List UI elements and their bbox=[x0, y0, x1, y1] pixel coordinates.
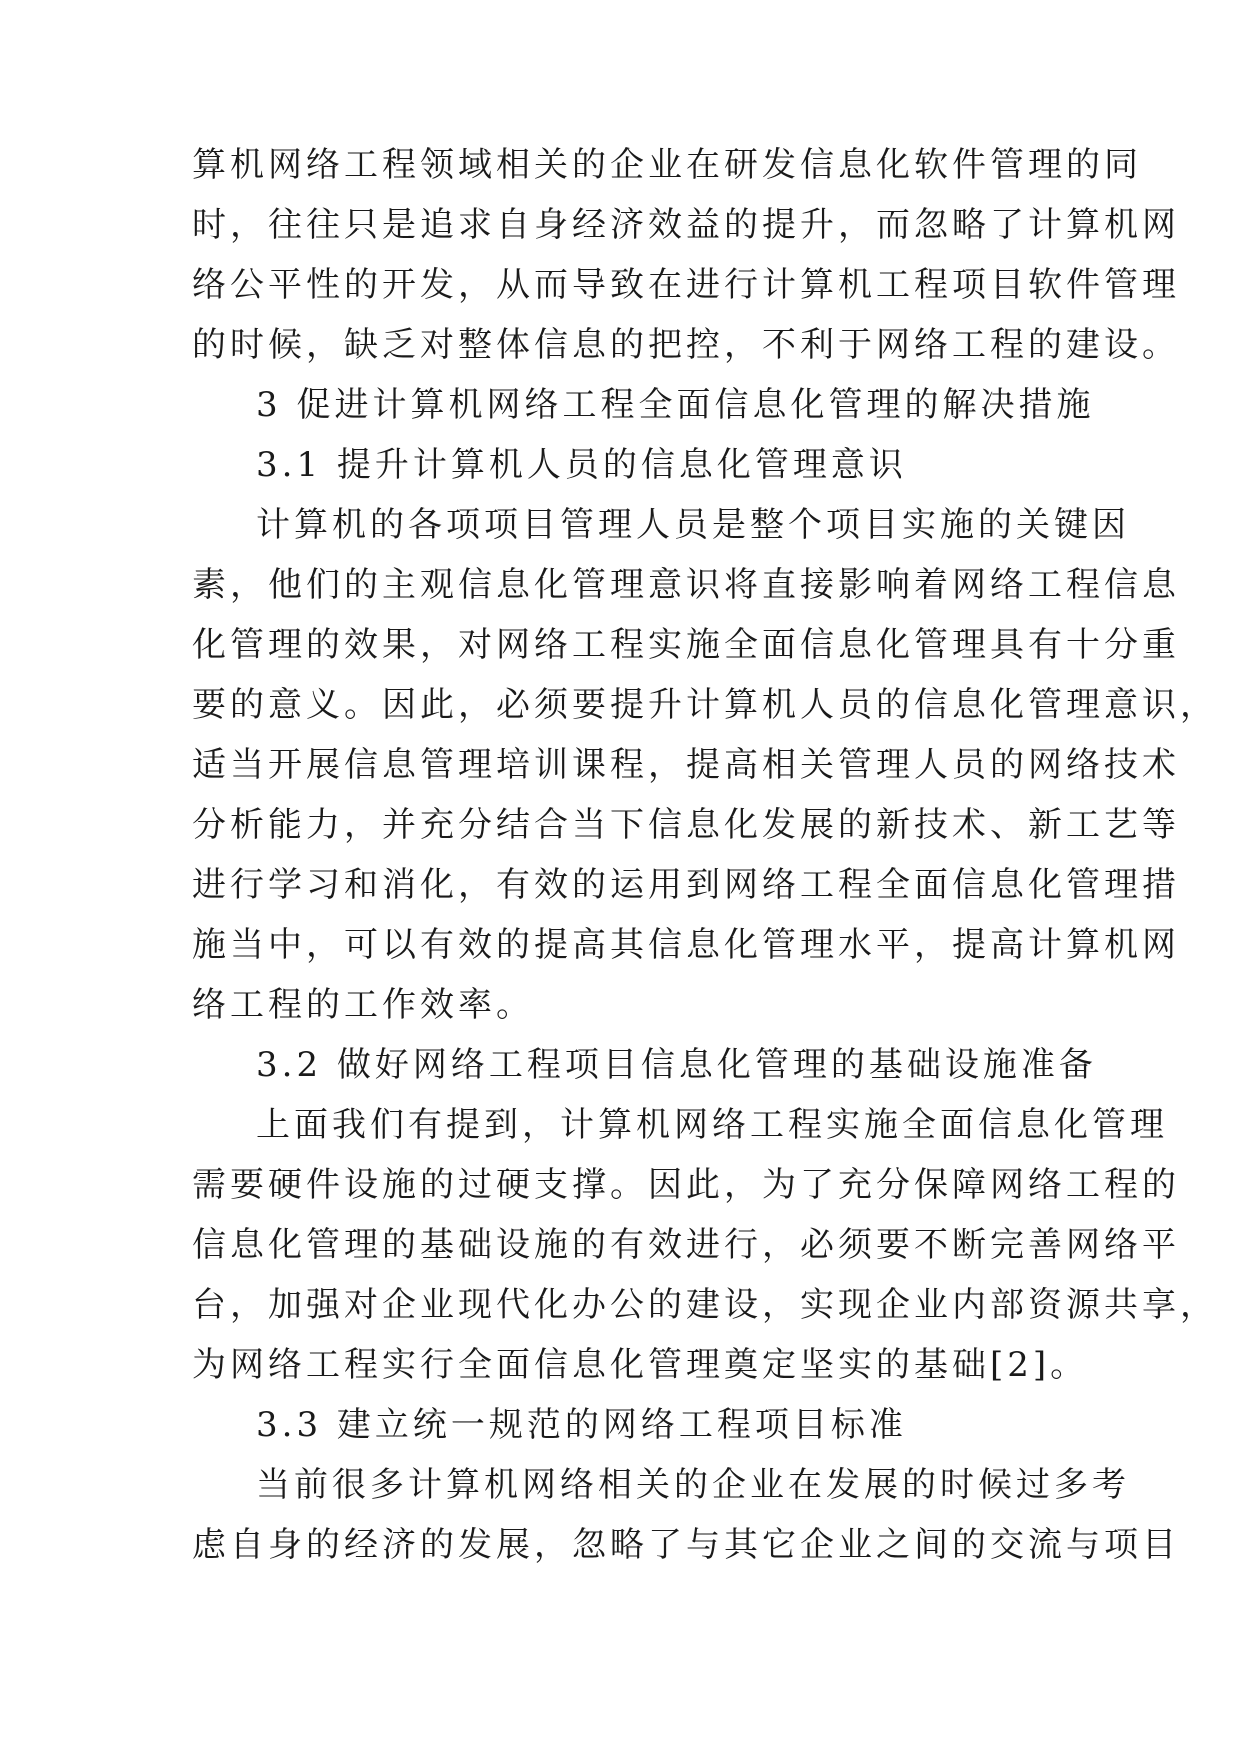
body-text-line: 络公平性的开发，从而导致在进行计算机工程项目软件管理 bbox=[192, 265, 1180, 305]
body-text-line: 当前很多计算机网络相关的企业在发展的时候过多考 bbox=[256, 1465, 1130, 1505]
body-text-line: 需要硬件设施的过硬支撑。因此，为了充分保障网络工程的 bbox=[192, 1165, 1180, 1205]
body-text-line: 适当开展信息管理培训课程，提高相关管理人员的网络技术 bbox=[192, 745, 1180, 785]
body-text-line: 计算机的各项项目管理人员是整个项目实施的关键因 bbox=[256, 505, 1130, 545]
subsection-heading: 3.2 做好网络工程项目信息化管理的基础设施准备 bbox=[256, 1045, 1097, 1085]
body-text-line: 施当中，可以有效的提高其信息化管理水平，提高计算机网 bbox=[192, 925, 1180, 965]
body-text-line: 的时候，缺乏对整体信息的把控，不利于网络工程的建设。 bbox=[192, 325, 1180, 365]
body-text-line: 化管理的效果，对网络工程实施全面信息化管理具有十分重 bbox=[192, 625, 1180, 665]
body-text-line: 时，往往只是追求自身经济效益的提升，而忽略了计算机网 bbox=[192, 205, 1180, 245]
body-text-line: 分析能力，并充分结合当下信息化发展的新技术、新工艺等 bbox=[192, 805, 1180, 845]
body-text-line: 虑自身的经济的发展，忽略了与其它企业之间的交流与项目 bbox=[192, 1525, 1180, 1565]
section-heading: 3 促进计算机网络工程全面信息化管理的解决措施 bbox=[256, 385, 1095, 425]
subsection-heading: 3.3 建立统一规范的网络工程项目标准 bbox=[256, 1405, 907, 1445]
body-text-line: 上面我们有提到，计算机网络工程实施全面信息化管理 bbox=[256, 1105, 1168, 1145]
body-text-line: 络工程的工作效率。 bbox=[192, 985, 534, 1025]
subsection-heading: 3.1 提升计算机人员的信息化管理意识 bbox=[256, 445, 907, 485]
body-text-line: 算机网络工程领域相关的企业在研发信息化软件管理的同 bbox=[192, 145, 1142, 185]
body-text-line: 要的意义。因此，必须要提升计算机人员的信息化管理意识， bbox=[192, 685, 1218, 725]
body-text-line: 素，他们的主观信息化管理意识将直接影响着网络工程信息 bbox=[192, 565, 1180, 605]
body-text-line: 台，加强对企业现代化办公的建设，实现企业内部资源共享， bbox=[192, 1285, 1218, 1325]
body-text-line: 为网络工程实行全面信息化管理奠定坚实的基础[2]。 bbox=[192, 1345, 1089, 1385]
body-text-line: 进行学习和消化，有效的运用到网络工程全面信息化管理措 bbox=[192, 865, 1180, 905]
body-text-line: 信息化管理的基础设施的有效进行，必须要不断完善网络平 bbox=[192, 1225, 1180, 1265]
